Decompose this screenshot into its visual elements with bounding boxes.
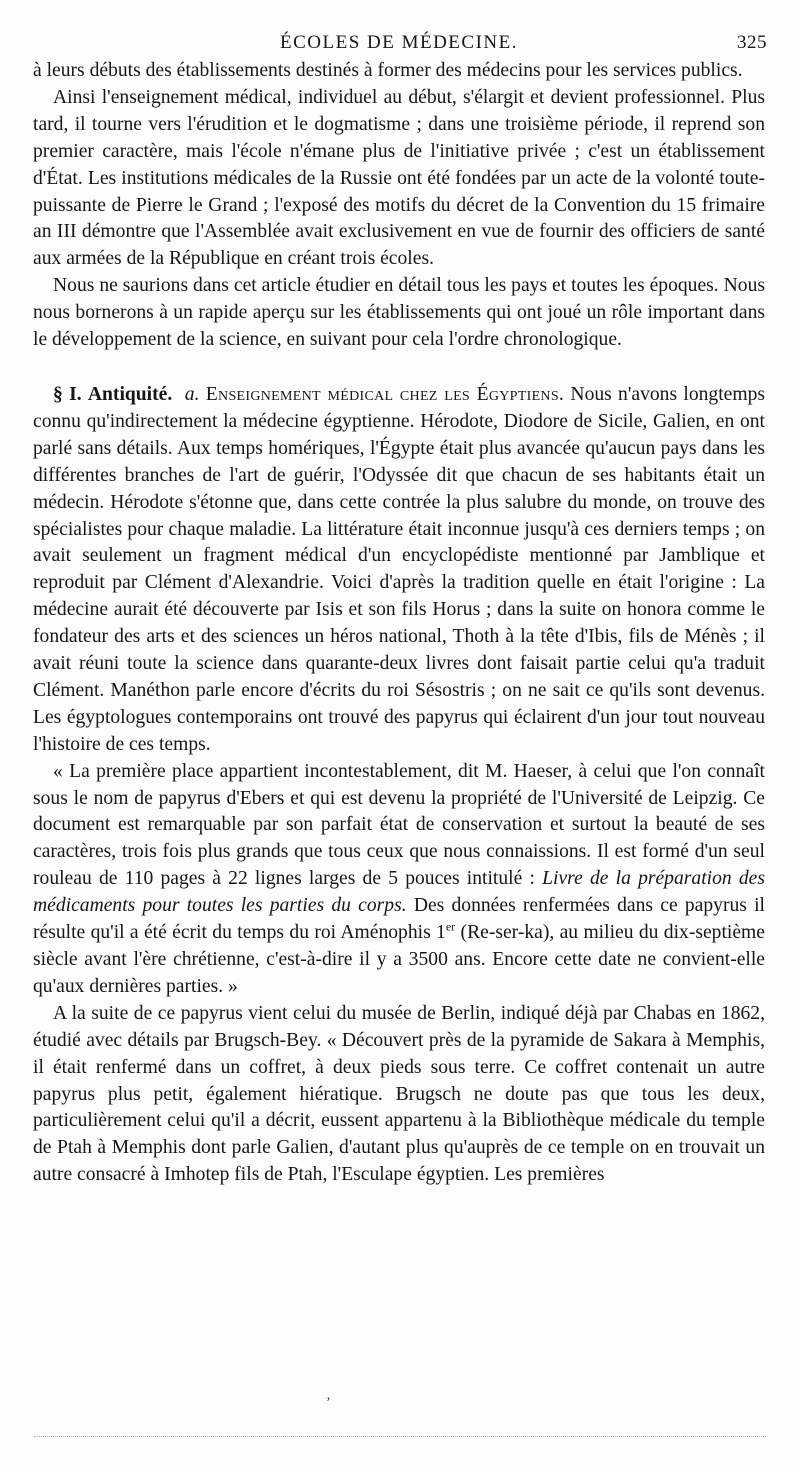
subsection-heading: Enseignement médical chez les Égyptiens. xyxy=(205,383,565,405)
page-number: 325 xyxy=(737,32,767,53)
body-text xyxy=(33,58,765,1189)
paragraph-quote-haeser xyxy=(33,759,765,1001)
book-page xyxy=(33,26,765,1189)
section-spacer xyxy=(33,354,765,382)
running-title: ÉCOLES DE MÉDECINE. xyxy=(279,32,518,53)
quote-closing: (Re-ser-ka), au milieu du dix-septième siècle avant l'ère chrétienne, c'est-à-dire il y a 3500 ans. Encore cette date ne convient-elle qu'aux dernières parties. » xyxy=(33,922,765,997)
papyrus-title: Livre de la préparation des médicaments pour toutes les parties du corps. xyxy=(33,868,765,917)
running-head xyxy=(33,26,765,58)
subsection-letter: a. xyxy=(184,383,200,405)
stray-ink-mark: ‚ xyxy=(326,1388,331,1403)
paragraph-berlin-papyrus: A la suite de ce papyrus vient celui du musée de Berlin, indiqué déjà par Chabas en 1862, étudié avec détails par Brugsch-Bey. « Découvert près de la pyramide de Sakara à Memphis, il était renfermé dans un coffret, à deux pieds sous terre. Ce coffret contenait un autre papyrus plus petit, également hiératique. Brugsch ne doute pas que tous les deux, particulièrement celui qu'il a décrit, eussent appartenu à la Bibliothèque médicale du temple de Ptah à Memphis dont parle Galien, d'autant plus qu'auprès de ce temple on en trouvait un autre consacré à Imhotep fils de Ptah, l'Esculape égyptien. Les premières xyxy=(33,1002,765,1186)
ordinal-superscript: er xyxy=(445,919,456,934)
quote-opening: « La première place appartient incontestablement, dit M. Haeser, à celui que l'on connaît sous le nom de papyrus d'Ebers et qui est devenu la propriété de l'Université de Leipzig. Ce document est remarquable par son parfait état de conservation et surtout la beauté de ses caractères, trois fois plus grands que tous ceux que nous connaissions. Il est formé d'un seul rouleau de 110 pages à 22 lignes larges de 5 pouces intitulé : xyxy=(33,760,765,890)
section-body: Nous n'avons longtemps connu qu'indirectement la médecine égyptienne. Hérodote, Diodore de Sicile, Galien, en ont parlé sans détails. Aux temps homériques, l'Égypte était plus avancée qu'aucun pays dans les différentes branches de l'art de guérir, l'Odyssée dit que chacun de ses habitants était un médecin. Hérodote s'étonne que, dans cette contrée la plus salubre du monde, on trouve des spécialistes pour chaque maladie. La littérature était inconnue jusqu'à ces derniers temps ; on avait seulement un fragment médical d'un encyclopédiste mentionné par Jamblique et reproduit par Clément d'Alexandrie. Voici d'après la tradition quelle en était l'origine : La médecine aurait été découverte par Isis et son fils Horus ; dans la suite on honora comme le fondateur des arts et des sciences un héros national, Thoth à la tête d'Ibis, fils de Ménès ; il avait réuni toute la science dans quarante-deux livres dont faisait partie celui qu'a traduit Clément. Manéthon parle encore d'écrits du roi Sésostris ; on ne sait ce qu'ils sont devenus. Les égyptologues contemporains ont trouvé des papyrus qui éclairent d'un jour tout nouveau l'histoire de ces temps. xyxy=(33,383,766,755)
section-mark: § I. xyxy=(53,383,82,405)
paragraph-enseignement: Ainsi l'enseignement médical, individuel au début, s'élargit et devient professionnel. Plus tard, il tourne vers l'érudition et le dogmatisme ; dans une troisième période, il reprend son premier caractère, mais l'école n'émane plus de l'initiative privée ; c'est un établissement d'État. Les institutions médicales de la Russie ont été fondées par un acte de la volonté toute-puissante de Pierre le Grand ; l'exposé des motifs du décret de la Convention du 15 frimaire an III démontre que l'Assemblée avait exclusivement en vue de fournir des officiers de santé aux armées de la République en créant trois écoles. xyxy=(33,86,765,270)
section-antiquite xyxy=(33,382,765,759)
paragraph-continued: à leurs débuts des établissements destinés à former des médecins pour les services publics. xyxy=(33,60,743,81)
section-heading: Antiquité. xyxy=(87,383,173,405)
paragraph-plan: Nous ne saurions dans cet article étudier en détail tous les pays et toutes les époques. Nous nous bornerons à un rapide aperçu sur les établissements qui ont joué un rôle important dans le développement de la science, en suivant pour cela l'ordre chronologique. xyxy=(33,275,765,351)
bottom-rule xyxy=(34,1436,766,1437)
quote-middle: Des données renfermées dans ce papyrus il résulte qu'il a été écrit du temps du roi Aménophis 1 xyxy=(33,895,765,944)
